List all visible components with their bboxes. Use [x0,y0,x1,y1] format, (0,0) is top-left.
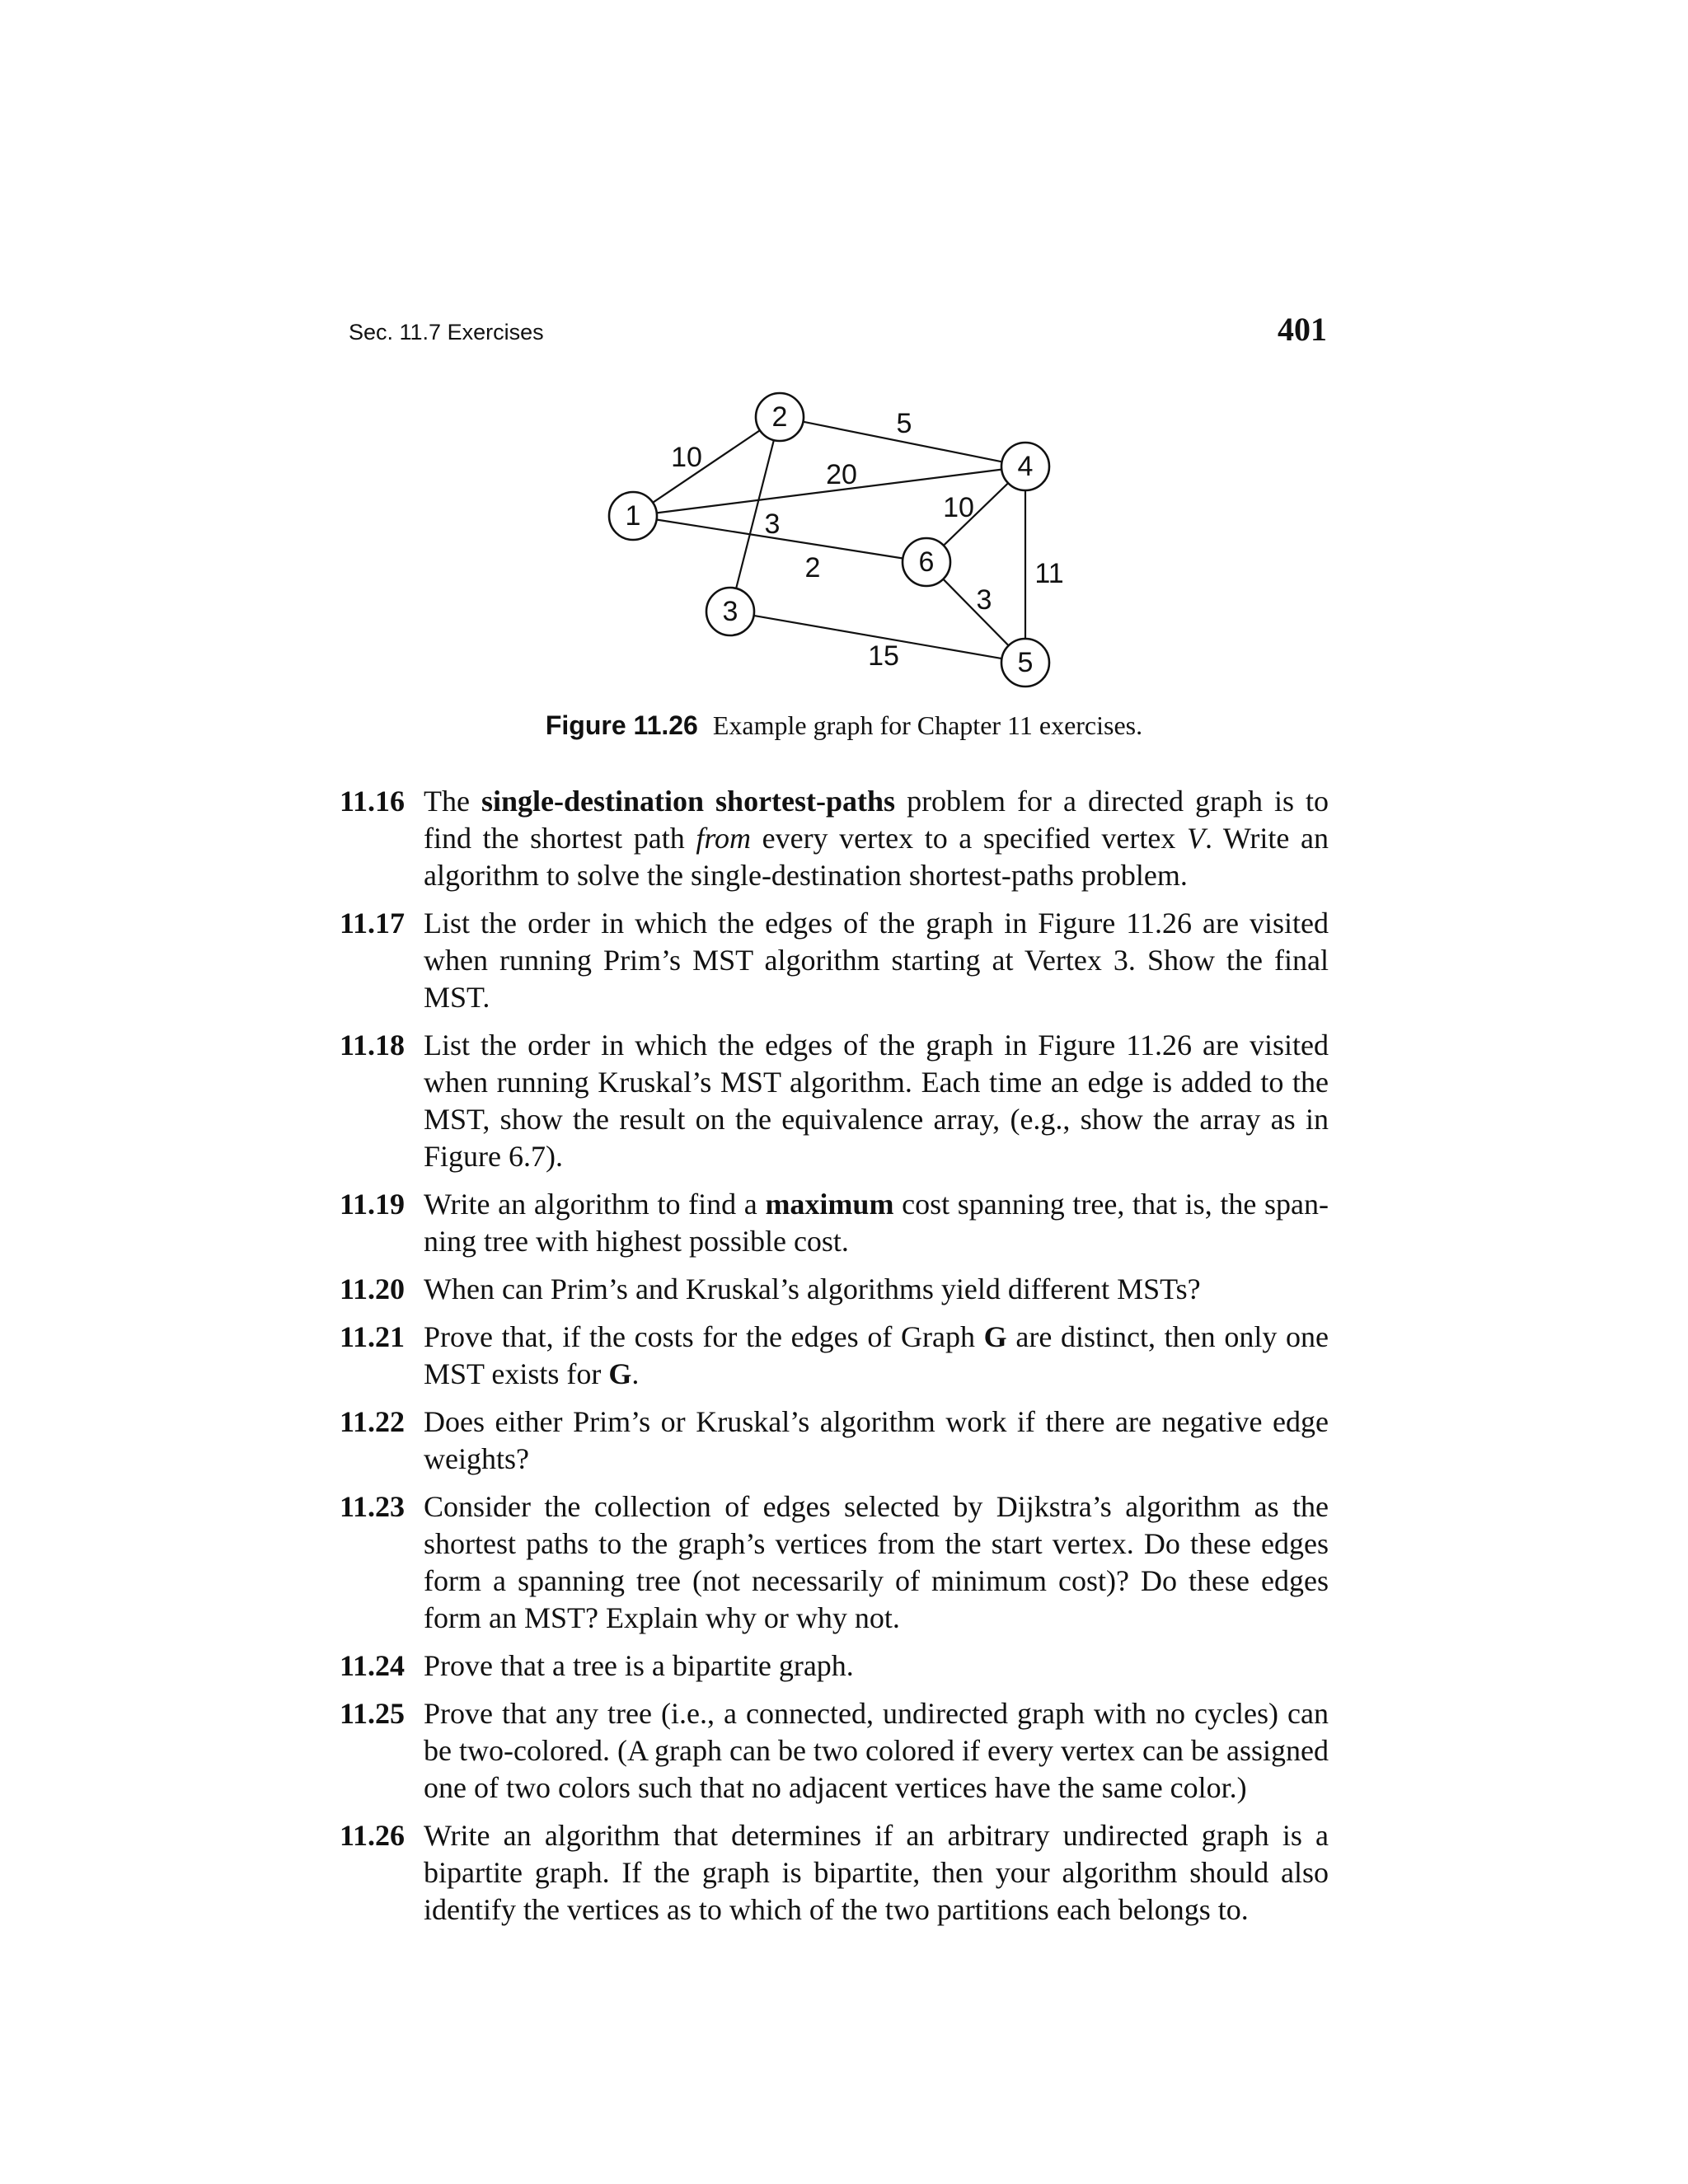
figure-label: Figure 11.26 [545,710,698,740]
edge-weight-label: 11 [1034,557,1064,589]
vertex-label: 4 [1017,450,1034,482]
exercise-number: 11.22 [340,1405,406,1438]
exercise-item [340,1271,1329,1308]
exercise-item [340,905,1329,1016]
exercise-text: List the order in which the edges of the graph in Figure 11.26 are visited when running Prim’s MST algorithm starting at Vertex 3. Show the final MST. [424,907,1329,1014]
exercise-item [340,1488,1329,1637]
running-head: Sec. 11.7 Exercises [349,320,544,344]
exercise-item [340,1186,1329,1260]
edge-weight-label: 5 [896,407,912,439]
exercise-list [340,783,1329,1939]
vertex-label: 3 [722,595,738,627]
exercise-item [340,1027,1329,1175]
exercise-number: 11.26 [340,1819,406,1852]
exercise-item [340,1817,1329,1929]
exercise-text: Consider the collection of edges selected by Dijkstra’s algorithm as the shortest paths to the graph’s vertices from the start vertex. Do these edges form a spanning tree (not necessarily of minimum cost)? Do these edges form an MST? Explain why or why not. [424,1490,1329,1634]
edge-weight-label: 3 [976,583,992,616]
exercise-text: The single-destination shortest-paths problem for a directed graph is to find the shortest path from every vertex to a specified vertex V. Write an algorithm to solve the single-destination shortest-paths problem. [424,785,1329,892]
exercise-number: 11.24 [340,1649,406,1682]
exercise-number: 11.25 [340,1697,406,1730]
exercise-item [340,1647,1329,1685]
edge-weight-label: 2 [804,551,821,583]
exercise-number: 11.20 [340,1272,406,1305]
exercise-text: Write an algorithm to find a maximum cost spanning tree, that is, the spanning tree with highest possible cost. [424,1188,1329,1258]
page-number: 401 [1278,311,1327,348]
edge-weight-label: 10 [943,491,974,523]
figure-caption [0,710,1688,741]
vertex-label: 2 [771,401,788,433]
exercise-text: Does either Prim’s or Kruskal’s algorithm work if there are negative edge weights? [424,1405,1329,1475]
exercise-text: Write an algorithm that determines if an arbitrary undirected graph is a bipartite graph. If the graph is bipartite, then your algorithm should also identify the vertices as to which of the two partitions each belongs to. [424,1819,1329,1926]
vertex-label: 1 [625,499,641,532]
exercise-number: 11.23 [340,1490,406,1523]
exercise-text: Prove that, if the costs for the edges of Graph G are distinct, then only one MST exists for G. [424,1320,1329,1390]
edge-weight-label: 10 [671,441,702,473]
figure-caption-text: Example graph for Chapter 11 exercises. [712,710,1143,740]
exercise-item [340,783,1329,894]
edge-weight-label: 3 [764,508,781,540]
exercise-number: 11.17 [340,907,406,940]
exercise-number: 11.19 [340,1188,406,1221]
exercise-number: 11.16 [340,785,406,818]
vertex-label: 6 [918,546,935,578]
graph-edge-1-2 [653,430,760,503]
exercise-text: When can Prim’s and Kruskal’s algorithms yield different MSTs? [424,1272,1201,1305]
graph-figure [0,0,1688,709]
edge-weight-label: 20 [826,458,857,490]
vertex-label: 5 [1017,646,1034,678]
exercise-item [340,1404,1329,1478]
exercise-number: 11.21 [340,1320,406,1353]
exercise-item [340,1695,1329,1807]
exercise-number: 11.18 [340,1029,406,1062]
exercise-text: Prove that a tree is a bipartite graph. [424,1649,854,1682]
edge-weight-label: 15 [868,640,899,672]
exercise-text: List the order in which the edges of the graph in Figure 11.26 are visited when running Kruskal’s MST algorithm. Each time an edge is added to the MST, show the result on the equivalence array, (e.g., show the array as in Figure 6.7). [424,1029,1329,1173]
exercise-text: Prove that any tree (i.e., a connected, undirected graph with no cycles) can be two-colored. (A graph can be two colored if every vertex can be assigned one of two colors such that no adjacent vertices have the same color.) [424,1697,1329,1804]
exercise-item [340,1319,1329,1393]
